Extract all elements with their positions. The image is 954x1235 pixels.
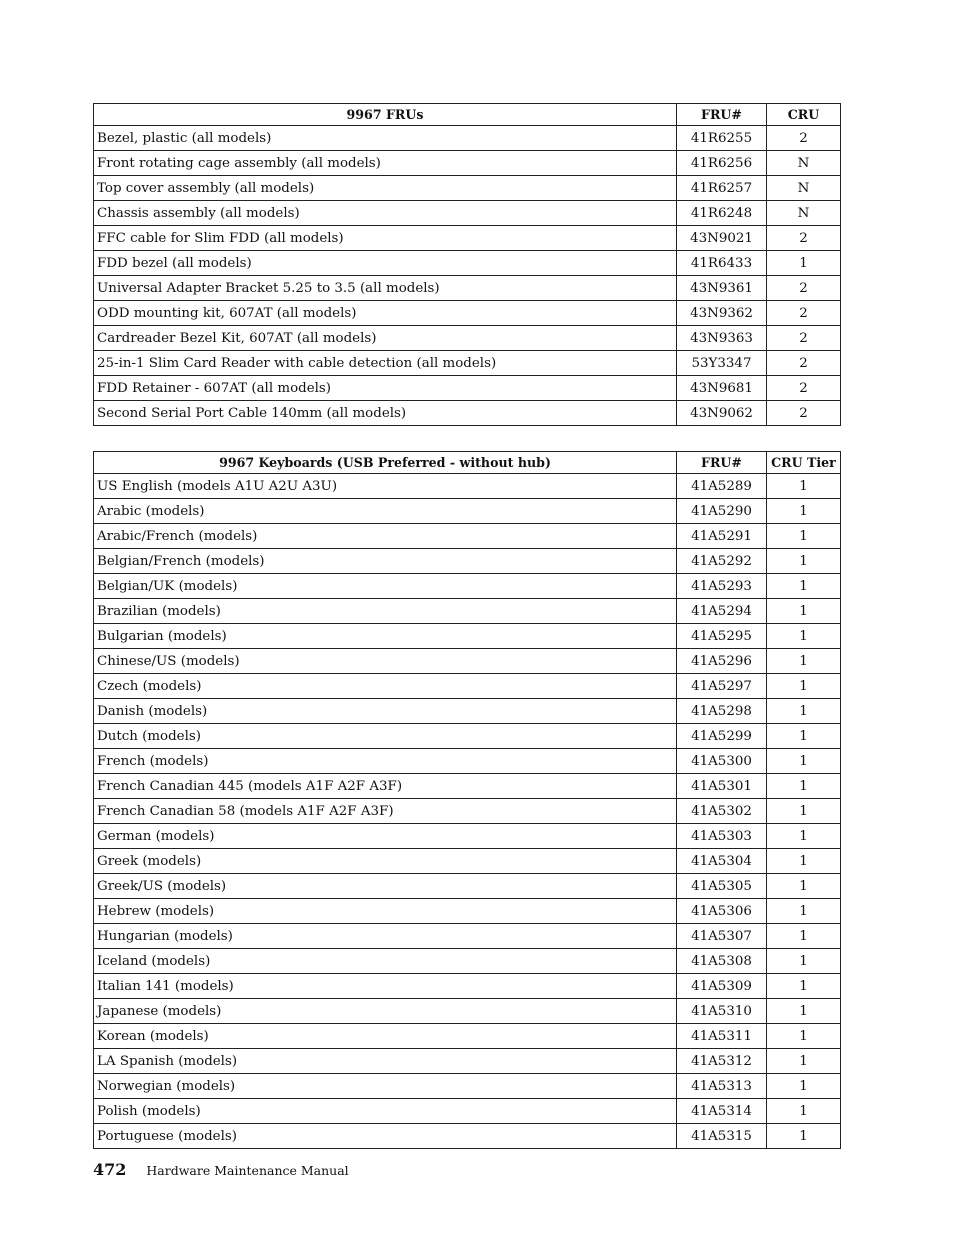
cell-fru-number: 41R6255 [677,126,767,151]
cell-fru-number: 43N9021 [677,226,767,251]
cell-description: Chassis assembly (all models) [94,201,677,226]
cell-fru-number: 41A5303 [677,824,767,849]
cell-fru-number: 43N9681 [677,376,767,401]
cell-fru-number: 41A5291 [677,524,767,549]
table-row [94,176,841,201]
cell-description: Dutch (models) [94,724,677,749]
table-row [94,1124,841,1149]
cell-cru: 1 [767,749,841,774]
cell-cru: 1 [767,1124,841,1149]
cell-cru: 2 [767,126,841,151]
table-header-row [94,452,841,474]
cell-description: Second Serial Port Cable 140mm (all models) [94,401,677,426]
cell-cru: 1 [767,724,841,749]
cell-fru-number: 41A5296 [677,649,767,674]
cell-description: US English (models A1U A2U A3U) [94,474,677,499]
cell-description: Korean (models) [94,1024,677,1049]
cell-fru-number: 41A5301 [677,774,767,799]
table-row [94,401,841,426]
table-row [94,699,841,724]
cell-description: Danish (models) [94,699,677,724]
cell-cru: N [767,176,841,201]
column-header-fru-number: FRU# [677,104,767,126]
table-row [94,749,841,774]
table-row [94,201,841,226]
cell-fru-number: 43N9363 [677,326,767,351]
cell-cru: 1 [767,1074,841,1099]
table-row [94,774,841,799]
table-row [94,351,841,376]
table-row [94,999,841,1024]
cell-description: Chinese/US (models) [94,649,677,674]
cell-fru-number: 41A5298 [677,699,767,724]
table-row [94,974,841,999]
cell-fru-number: 41A5309 [677,974,767,999]
cell-description: Bezel, plastic (all models) [94,126,677,151]
cell-description: LA Spanish (models) [94,1049,677,1074]
cell-cru: 1 [767,899,841,924]
table-header-row [94,104,841,126]
table-row [94,724,841,749]
cell-cru: 1 [767,699,841,724]
cell-cru: 1 [767,824,841,849]
cell-description: 25-in-1 Slim Card Reader with cable detection (all models) [94,351,677,376]
cell-fru-number: 41A5315 [677,1124,767,1149]
cell-fru-number: 41A5302 [677,799,767,824]
cell-description: Polish (models) [94,1099,677,1124]
table-row [94,251,841,276]
cell-description: French Canadian 445 (models A1F A2F A3F) [94,774,677,799]
cell-description: Hungarian (models) [94,924,677,949]
table-row [94,849,841,874]
cell-description: Arabic/French (models) [94,524,677,549]
table-row [94,276,841,301]
cell-fru-number: 41R6257 [677,176,767,201]
table-row [94,1024,841,1049]
cell-description: Italian 141 (models) [94,974,677,999]
cell-cru: 1 [767,649,841,674]
cell-fru-number: 41A5311 [677,1024,767,1049]
cell-cru: 1 [767,1024,841,1049]
table-row [94,624,841,649]
cell-fru-number: 41A5312 [677,1049,767,1074]
cell-cru: 1 [767,799,841,824]
table-row [94,301,841,326]
cell-fru-number: 41A5304 [677,849,767,874]
cell-fru-number: 43N9361 [677,276,767,301]
table-row [94,924,841,949]
cell-cru: 1 [767,999,841,1024]
cell-fru-number: 41A5294 [677,599,767,624]
cell-cru: 1 [767,251,841,276]
table-row [94,949,841,974]
cell-description: Iceland (models) [94,949,677,974]
cell-description: Belgian/UK (models) [94,574,677,599]
table-row [94,899,841,924]
cell-fru-number: 41A5292 [677,549,767,574]
table-row [94,326,841,351]
cell-fru-number: 41A5308 [677,949,767,974]
table-row [94,599,841,624]
table-row [94,151,841,176]
cell-cru: 1 [767,574,841,599]
cell-description: German (models) [94,824,677,849]
cell-fru-number: 41R6433 [677,251,767,276]
table-row [94,574,841,599]
cell-cru: 1 [767,949,841,974]
cell-description: Universal Adapter Bracket 5.25 to 3.5 (all models) [94,276,677,301]
table-row [94,1074,841,1099]
manual-title: Hardware Maintenance Manual [146,1163,349,1178]
cell-fru-number: 43N9062 [677,401,767,426]
cell-cru: 1 [767,849,841,874]
cell-fru-number: 41A5293 [677,574,767,599]
table-row [94,1099,841,1124]
cell-description: Japanese (models) [94,999,677,1024]
cell-fru-number: 41A5313 [677,1074,767,1099]
cell-fru-number: 41A5314 [677,1099,767,1124]
cell-fru-number: 41R6256 [677,151,767,176]
cell-cru: 2 [767,276,841,301]
cell-fru-number: 41A5295 [677,624,767,649]
cell-cru: 1 [767,924,841,949]
column-header-cru: CRU [767,104,841,126]
table-row [94,474,841,499]
cell-description: Greek/US (models) [94,874,677,899]
cell-fru-number: 41A5305 [677,874,767,899]
cell-description: ODD mounting kit, 607AT (all models) [94,301,677,326]
table-row [94,376,841,401]
cell-description: Front rotating cage assembly (all models) [94,151,677,176]
cell-description: FFC cable for Slim FDD (all models) [94,226,677,251]
column-header-fru-number: FRU# [677,452,767,474]
cell-cru: 1 [767,624,841,649]
cell-fru-number: 41A5306 [677,899,767,924]
cell-fru-number: 41A5290 [677,499,767,524]
cell-description: Top cover assembly (all models) [94,176,677,201]
cell-cru: 2 [767,376,841,401]
page-number: 472 [93,1160,127,1179]
table-row [94,524,841,549]
cell-description: Czech (models) [94,674,677,699]
cell-description: Hebrew (models) [94,899,677,924]
cell-cru: 1 [767,499,841,524]
cell-cru: 2 [767,226,841,251]
cell-description: Greek (models) [94,849,677,874]
cell-cru: 1 [767,1049,841,1074]
cell-cru: 2 [767,301,841,326]
cell-cru: 1 [767,774,841,799]
cell-cru: N [767,201,841,226]
column-header-cru-tier: CRU Tier [767,452,841,474]
table-row [94,226,841,251]
table-row [94,874,841,899]
cell-cru: 1 [767,974,841,999]
cell-cru: 1 [767,524,841,549]
cell-description: Brazilian (models) [94,599,677,624]
cell-description: French (models) [94,749,677,774]
keyboards-table [93,451,841,1149]
cell-cru: 2 [767,401,841,426]
column-header-description: 9967 Keyboards (USB Preferred - without hub) [94,452,677,474]
cell-cru: 1 [767,474,841,499]
cell-description: Belgian/French (models) [94,549,677,574]
cell-description: FDD Retainer - 607AT (all models) [94,376,677,401]
cell-description: FDD bezel (all models) [94,251,677,276]
cell-description: French Canadian 58 (models A1F A2F A3F) [94,799,677,824]
cell-cru: 1 [767,599,841,624]
cell-cru: 1 [767,1099,841,1124]
cell-description: Portuguese (models) [94,1124,677,1149]
cell-fru-number: 41R6248 [677,201,767,226]
cell-cru: 2 [767,326,841,351]
cell-description: Cardreader Bezel Kit, 607AT (all models) [94,326,677,351]
page-footer [93,1160,349,1179]
table-row [94,649,841,674]
cell-cru: N [767,151,841,176]
table-row [94,1049,841,1074]
cell-fru-number: 41A5300 [677,749,767,774]
table-row [94,499,841,524]
cell-fru-number: 43N9362 [677,301,767,326]
column-header-description: 9967 FRUs [94,104,677,126]
cell-fru-number: 41A5297 [677,674,767,699]
cell-cru: 1 [767,674,841,699]
cell-fru-number: 53Y3347 [677,351,767,376]
table-row [94,674,841,699]
cell-description: Arabic (models) [94,499,677,524]
fru-table [93,103,841,426]
table-row [94,824,841,849]
cell-description: Norwegian (models) [94,1074,677,1099]
table-row [94,799,841,824]
cell-cru: 1 [767,549,841,574]
cell-fru-number: 41A5299 [677,724,767,749]
cell-cru: 2 [767,351,841,376]
cell-fru-number: 41A5310 [677,999,767,1024]
cell-cru: 1 [767,874,841,899]
table-row [94,126,841,151]
cell-fru-number: 41A5307 [677,924,767,949]
table-row [94,549,841,574]
cell-description: Bulgarian (models) [94,624,677,649]
cell-fru-number: 41A5289 [677,474,767,499]
